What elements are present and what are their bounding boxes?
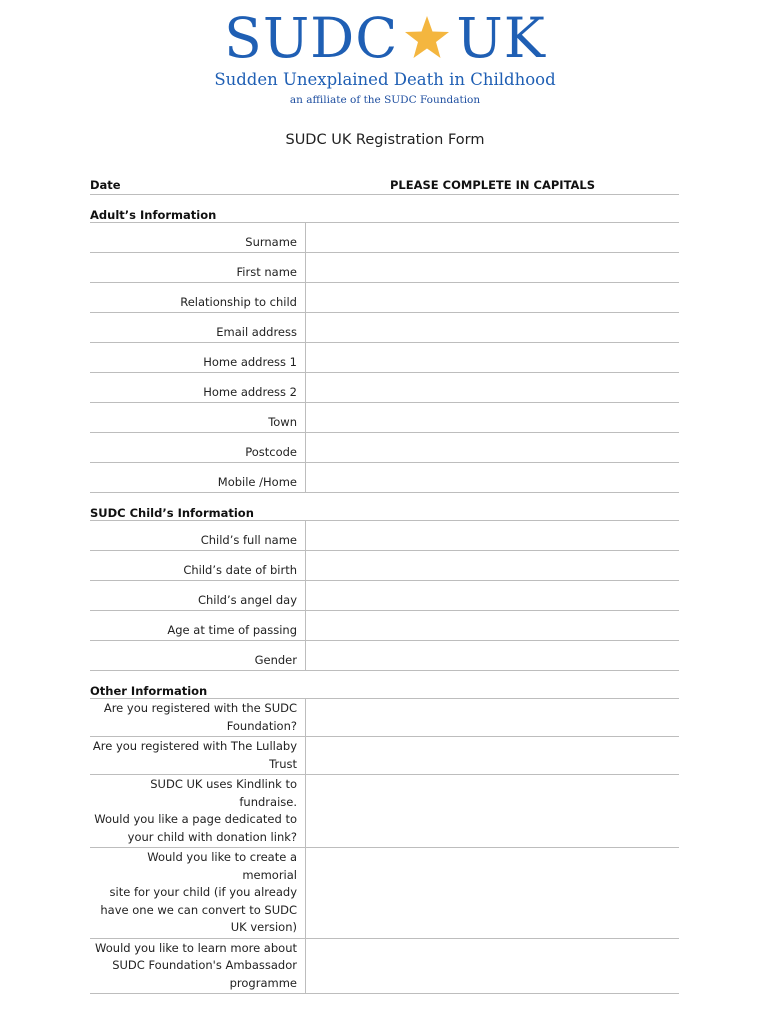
field-label: Town xyxy=(268,414,297,429)
field-input-mobile-home[interactable] xyxy=(305,463,679,492)
logo-left-text: SUDC xyxy=(224,6,399,70)
field-label xyxy=(90,848,305,938)
field-label xyxy=(90,775,305,847)
form-title: SUDC UK Registration Form xyxy=(285,132,485,148)
form-row-home-address-2 xyxy=(90,373,679,403)
field-input-child-s-full-name[interactable] xyxy=(305,521,679,550)
field-label: Child’s full name xyxy=(200,532,297,547)
field-label-line: Would you like to learn more about xyxy=(95,940,297,955)
field-label-line: Would you like a page dedicated to xyxy=(94,812,297,826)
form-row-relationship-to-child xyxy=(90,283,679,313)
field-label-line: have one we can convert to SUDC xyxy=(100,902,297,917)
form-row-child-s-angel-day xyxy=(90,581,679,611)
field-label-line: Trust xyxy=(269,756,297,771)
field-label: Child’s angel day xyxy=(197,592,297,607)
form-row-would-you-like-to-learn-more-about xyxy=(90,939,679,995)
field-input-child-s-angel-day[interactable] xyxy=(305,581,679,610)
logo-subtitle: Sudden Unexplained Death in Childhood xyxy=(214,70,556,89)
field-input-surname[interactable] xyxy=(305,223,679,252)
field-input-town[interactable] xyxy=(305,403,679,432)
field-label: Gender xyxy=(254,652,297,667)
field-label-line: SUDC Foundation's Ambassador xyxy=(112,958,297,972)
field-label-line: Are you registered with the SUDC xyxy=(103,701,297,715)
form-row-age-at-time-of-passing xyxy=(90,611,679,641)
field-input-postcode[interactable] xyxy=(305,433,679,462)
field-label: Mobile /Home xyxy=(217,474,297,489)
logo-wordmark xyxy=(224,8,546,68)
form-row-first-name xyxy=(90,253,679,283)
field-label: Surname xyxy=(245,234,297,249)
star-icon xyxy=(402,13,452,63)
field-label: Home address 1 xyxy=(203,354,297,369)
section-heading-child: SUDC Child’s Information xyxy=(90,506,679,521)
form-row-child-s-date-of-birth xyxy=(90,551,679,581)
section-heading-adult: Adult’s Information xyxy=(90,208,679,223)
field-input-relationship-to-child[interactable] xyxy=(305,283,679,312)
field-label: Age at time of passing xyxy=(167,622,297,637)
field-input-first-name[interactable] xyxy=(305,253,679,282)
field-input-home-address-2[interactable] xyxy=(305,373,679,402)
field-label-line: Would you like to create a memorial xyxy=(147,850,297,882)
date-label: Date xyxy=(90,178,121,192)
form-row-gender xyxy=(90,641,679,671)
field-label-line: programme xyxy=(229,975,297,990)
form-row-are-you-registered-with-the-sudc xyxy=(90,699,679,737)
form-row-email-address xyxy=(90,313,679,343)
form-row-sudc-uk-uses-kindlink-to-fundraise xyxy=(90,775,679,848)
field-input-home-address-1[interactable] xyxy=(305,343,679,372)
field-input-would-you-like-to-learn-more-about[interactable] xyxy=(305,939,679,994)
field-label: Email address xyxy=(216,324,297,339)
form-row-postcode xyxy=(90,433,679,463)
form-row-mobile-home xyxy=(90,463,679,493)
field-label-line: UK version) xyxy=(230,920,297,934)
logo-right-text: UK xyxy=(456,6,546,70)
field-label-line: Are you registered with The Lullaby xyxy=(92,739,297,753)
child-fields xyxy=(90,521,679,671)
field-input-would-you-like-to-create-a-memorial[interactable] xyxy=(305,848,679,938)
field-input-age-at-time-of-passing[interactable] xyxy=(305,611,679,640)
field-label-line: site for your child (if you already xyxy=(109,885,297,899)
field-label xyxy=(90,939,305,994)
other-fields xyxy=(90,699,679,994)
form-row-would-you-like-to-create-a-memorial xyxy=(90,848,679,939)
field-label: First name xyxy=(236,264,297,279)
form-row-child-s-full-name xyxy=(90,521,679,551)
field-label: Relationship to child xyxy=(180,294,297,309)
form-row-are-you-registered-with-the-lullaby xyxy=(90,737,679,775)
logo-affiliate: an affiliate of the SUDC Foundation xyxy=(289,94,481,106)
sudc-uk-logo xyxy=(0,8,770,107)
field-input-are-you-registered-with-the-sudc[interactable] xyxy=(305,699,679,736)
field-input-sudc-uk-uses-kindlink-to-fundraise[interactable] xyxy=(305,775,679,847)
field-input-gender[interactable] xyxy=(305,641,679,670)
field-label-line: your child with donation link? xyxy=(127,829,297,844)
field-label-line: SUDC UK uses Kindlink to fundraise. xyxy=(150,777,297,809)
field-input-child-s-date-of-birth[interactable] xyxy=(305,551,679,580)
form-row-home-address-1 xyxy=(90,343,679,373)
field-label: Home address 2 xyxy=(203,384,297,399)
form-row-surname xyxy=(90,223,679,253)
section-heading-other: Other Information xyxy=(90,684,679,699)
field-input-email-address[interactable] xyxy=(305,313,679,342)
adult-fields xyxy=(90,223,679,493)
field-label: Child’s date of birth xyxy=(183,562,297,577)
field-label xyxy=(90,737,305,774)
field-label: Postcode xyxy=(245,444,297,459)
date-row xyxy=(90,178,679,195)
form-row-town xyxy=(90,403,679,433)
capitals-notice: PLEASE COMPLETE IN CAPITALS xyxy=(390,178,596,192)
field-input-are-you-registered-with-the-lullaby[interactable] xyxy=(305,737,679,774)
field-label xyxy=(90,699,305,736)
field-label-line: Foundation? xyxy=(226,718,297,733)
